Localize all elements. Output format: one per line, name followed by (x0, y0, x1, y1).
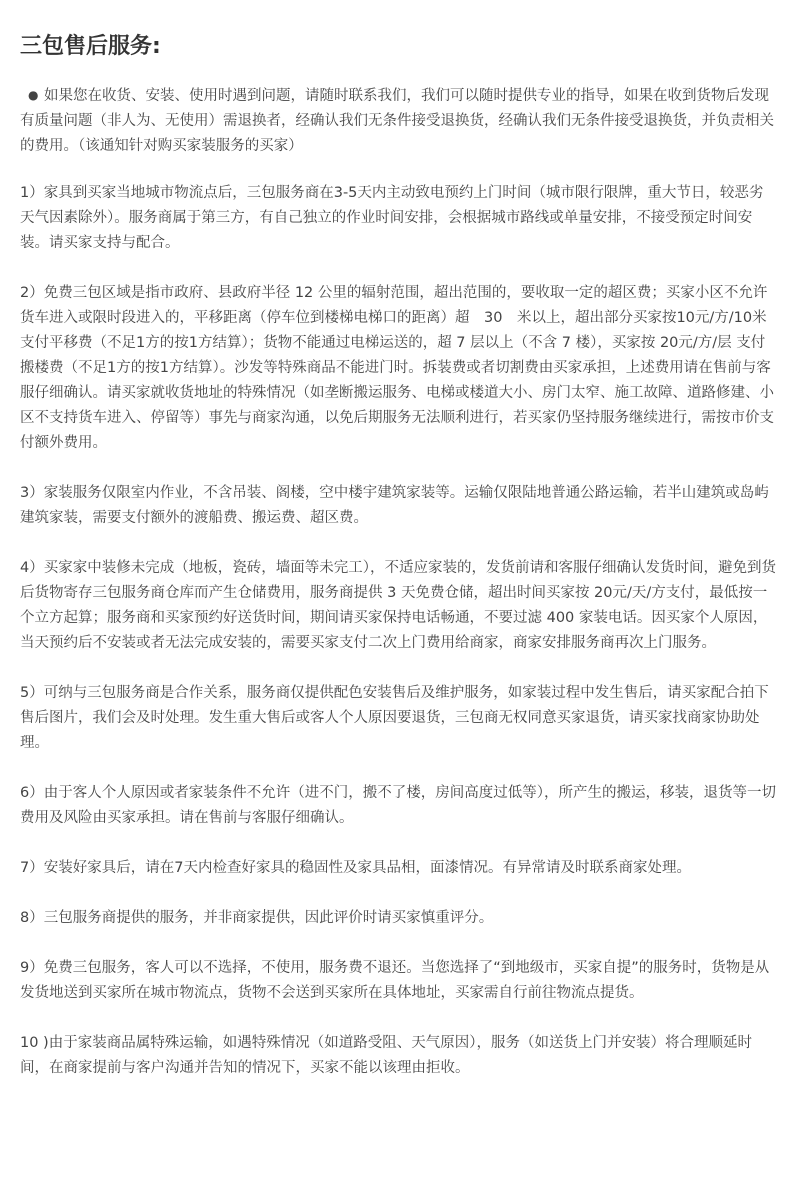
clause-7: 7）安装好家具后，请在7天内检查好家具的稳固性及家具品相，面漆情况。有异常请及时联系商家处理。 (20, 860, 691, 876)
intro-list (20, 83, 776, 159)
clause-9: 9）免费三包服务，客人可以不选择，不使用，服务费不退还。当您选择了“到地级市，买家自提”的服务时，货物是从发货地送到买家所在城市物流点，货物不会送到买家所在具体地址，买家需自行前往物流点提货。 (20, 960, 770, 1001)
clause-4: 4）买家家中装修未完成（地板，瓷砖，墙面等未完工），不适应家装的，发货前请和客服仔细确认发货时间，避免到货后货物寄存三包服务商仓库而产生仓储费用，服务商提供 3 天免费仓储，超出时间买家按 20元/天/方支付，最低按一个立方起算；服务商和买家预约好送货时间，期间请买家保持电话畅通，不要过滤 400 家装电话。因买家个人原因，当天预约后不安装或者无法完成安装的，需要买家支付二次上门费用给商家，商家安排服务商再次上门服务。 (20, 560, 776, 651)
page-title: 三包售后服务: (20, 34, 161, 59)
bullet-icon: ● (28, 88, 39, 102)
intro-text: 如果您在收货、安装、使用时遇到问题，请随时联系我们，我们可以随时提供专业的指导，如果在收到货物后发现有质量问题（非人为、无使用）需退换者，经确认我们无条件接受退换货，经确认我们无条件接受退换货，并负责相关的费用。（该通知针对购买家装服务的买家） (20, 88, 774, 154)
clause-1: 1）家具到买家当地城市物流点后，三包服务商在3-5天内主动致电预约上门时间（城市限行限牌，重大节日，较恶劣天气因素除外）。服务商属于第三方，有自己独立的作业时间安排，会根据城市路线或单量安排，不接受预定时间安装。请买家支持与配合。 (20, 185, 764, 251)
clause-2: 2）免费三包区域是指市政府、县政府半径 12 公里的辐射范围，超出范围的，要收取一定的超区费；买家小区不允许货车进入或限时段进入的，平移距离（停车位到楼梯电梯口的距离）超 30 米以上，超出部分买家按10元/方/10米支付平移费（不足1方的按1方结算）；货物不能通过电梯运送的，超 7 层以上（不含 7 楼），买家按 20元/方/层 支付搬楼费（不足1方的按1方结算）。沙发等特殊商品不能进门时。拆装费或者切割费由买家承担，上述费用请在售前与客服仔细确认。请买家就收货地址的特殊情况（如垄断搬运服务、电梯或楼道大小、房门太窄、施工故障、道路修建、小区不支持货车进入、停留等）事先与商家沟通，以免后期服务无法顺利进行，若买家仍坚持服务继续进行，需按市价支付额外费用。 (20, 285, 774, 451)
clause-8: 8）三包服务商提供的服务，并非商家提供，因此评价时请买家慎重评分。 (20, 910, 494, 926)
clause-10: 10 )由于家装商品属特殊运输，如遇特殊情况（如道路受阻、天气原因），服务（如送货上门并安装）将合理顺延时间，在商家提前与客户沟通并告知的情况下，买家不能以该理由拒收。 (20, 1035, 752, 1076)
intro-item (20, 83, 776, 159)
clause-6: 6）由于客人个人原因或者家装条件不允许（进不门，搬不了楼，房间高度过低等），所产生的搬运，移装，退货等一切费用及风险由买家承担。请在售前与客服仔细确认。 (20, 785, 776, 826)
clause-3: 3）家装服务仅限室内作业，不含吊装、阁楼，空中楼宇建筑家装等。运输仅限陆地普通公路运输，若半山建筑或岛屿建筑家装，需要支付额外的渡船费、搬运费、超区费。 (20, 485, 769, 526)
clause-5: 5）可纳与三包服务商是合作关系，服务商仅提供配色安装售后及维护服务，如家装过程中发生售后，请买家配合拍下售后图片，我们会及时处理。发生重大售后或客人个人原因要退货，三包商无权同意买家退货，请买家找商家协助处理。 (20, 685, 769, 751)
